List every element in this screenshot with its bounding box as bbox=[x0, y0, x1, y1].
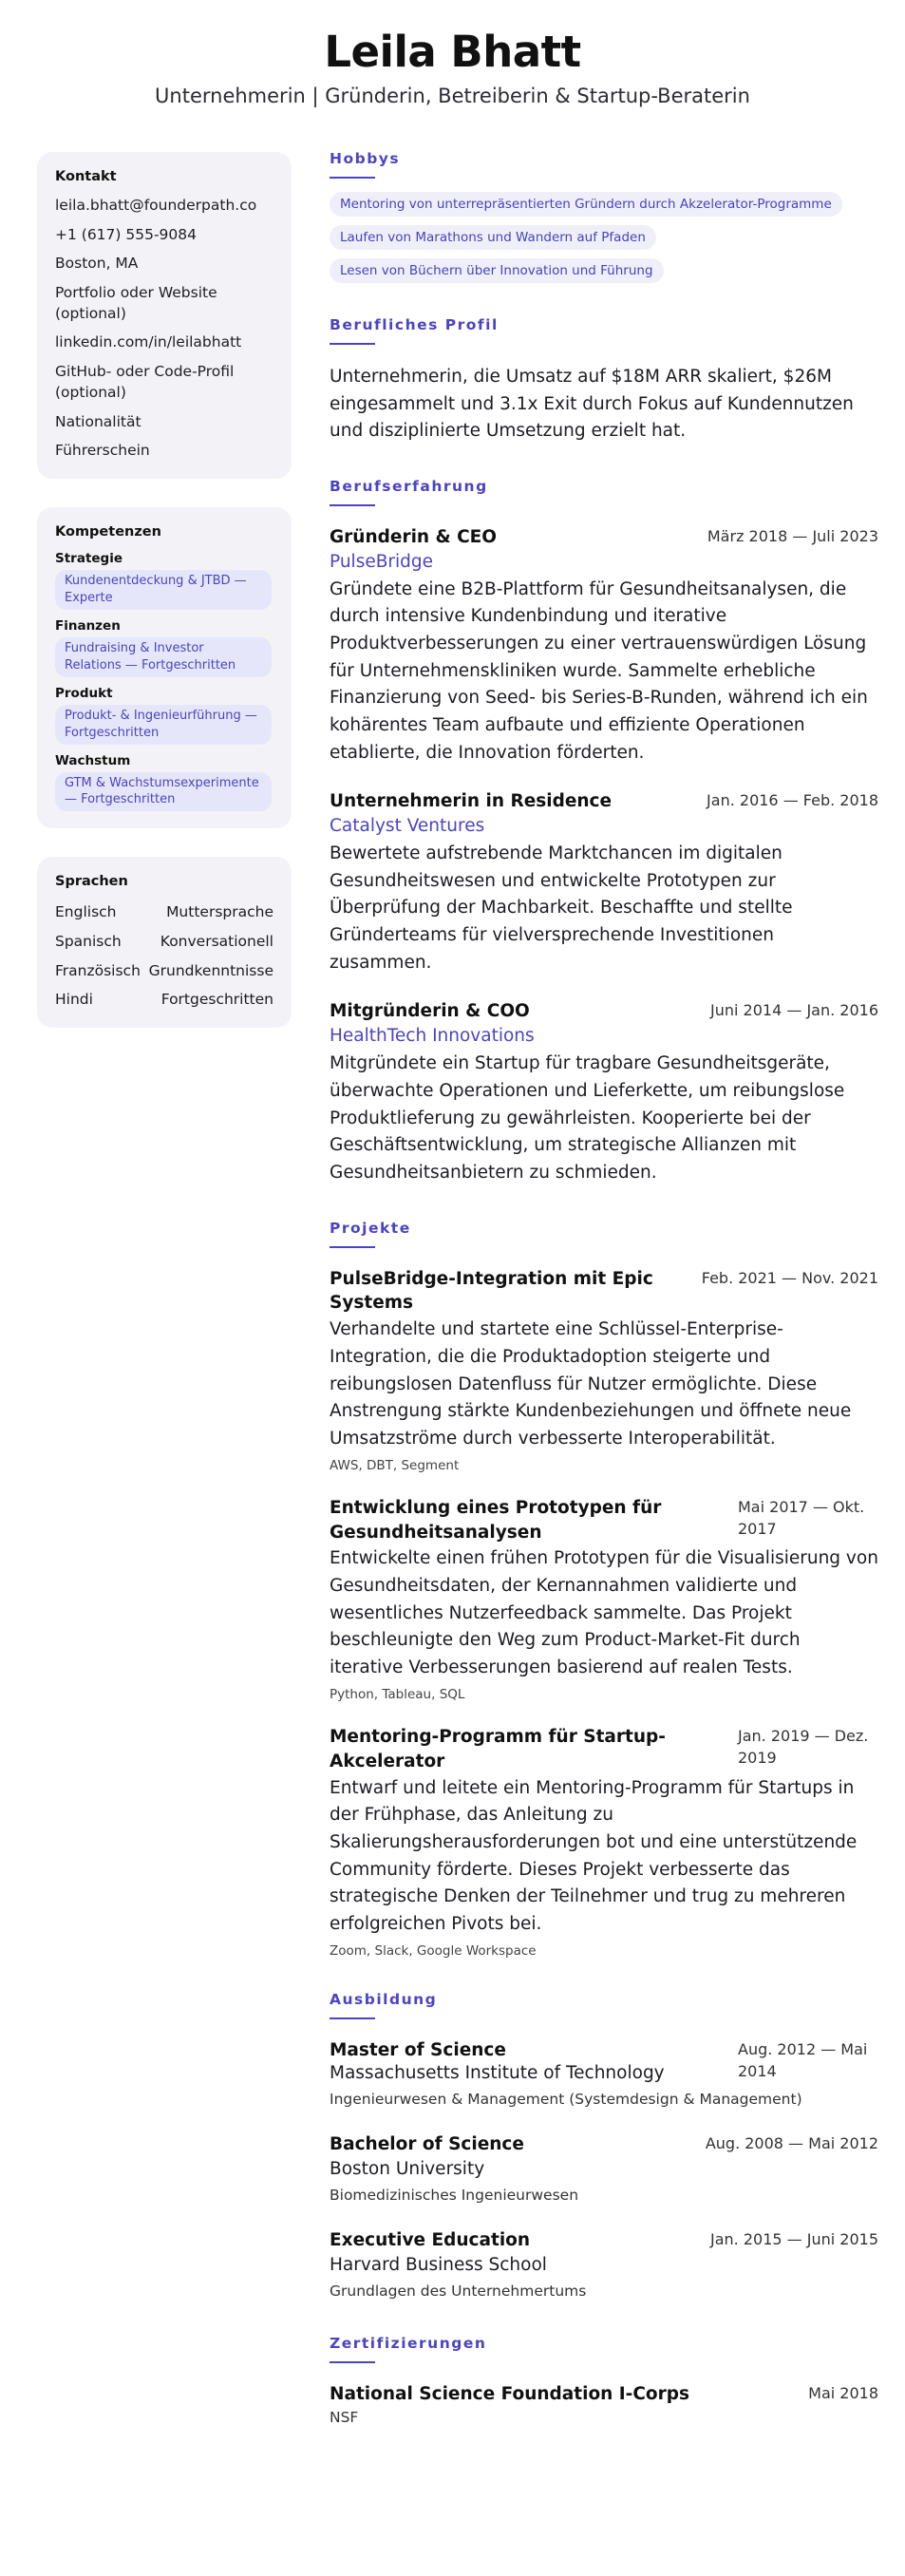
experience-entry bbox=[330, 525, 878, 767]
section-title: Berufserfahrung bbox=[330, 478, 488, 496]
experience-entry bbox=[330, 999, 878, 1186]
section-title: Projekte bbox=[330, 1219, 411, 1237]
job-dates: Jan. 2016 — Feb. 2018 bbox=[707, 791, 878, 810]
skill-group bbox=[55, 551, 273, 610]
project-tech: AWS, DBT, Segment bbox=[330, 1457, 460, 1473]
contact-card bbox=[37, 152, 292, 479]
project-description: Entwarf und leitete ein Mentoring-Programm für Startups in der Frühphase, das Anleitung zu Skalierungsherausforderungen bot und eine unterstützende Community förderte. Dieses Projekt verbesserte das strategische Denken der Teilnehmer und trug zu mehreren erfolgreichen Pivots bei. bbox=[330, 1777, 858, 1934]
project-name: PulseBridge-Integration mit Epic Systems bbox=[330, 1268, 653, 1314]
company-name: Catalyst Ventures bbox=[330, 816, 485, 837]
certification-date: Mai 2018 bbox=[808, 2383, 878, 2402]
section-divider bbox=[330, 343, 375, 345]
contact-title: Kontakt bbox=[55, 169, 117, 184]
language-row bbox=[55, 990, 273, 1011]
school-name: Harvard Business School bbox=[330, 2255, 547, 2276]
projects-section bbox=[330, 1220, 878, 1959]
job-description: Bewertete aufstrebende Marktchancen im digitalen Gesundheitswesen und entwickelte Prototypen zur Überprüfung der Machbarkeit. Beschaffte und stellte Gründerteams für vielversprechende Investitionen zusammen. bbox=[330, 843, 793, 973]
project-tech: Zoom, Slack, Google Workspace bbox=[330, 1942, 537, 1959]
field-of-study: Grundlagen des Unternehmertums bbox=[330, 2282, 587, 2301]
language-row bbox=[55, 932, 273, 953]
profile-text: Unternehmerin, die Umsatz auf $18M ARR skaliert, $26M eingesammelt und 3.1x Exit durch Fokus auf Kundennutzen und disziplinierte Umsetzung erzielt hat. bbox=[330, 367, 854, 442]
degree-name: Executive Education bbox=[330, 2230, 531, 2251]
hobbies-section bbox=[330, 150, 878, 292]
contact-location: Boston, MA bbox=[55, 255, 139, 273]
project-entry bbox=[330, 1267, 878, 1473]
field-of-study: Biomedizinisches Ingenieurwesen bbox=[330, 2187, 579, 2204]
job-title: Unternehmerin in Residence bbox=[330, 791, 613, 812]
education-entry bbox=[330, 2228, 878, 2301]
job-dates: März 2018 — Juli 2023 bbox=[707, 527, 878, 546]
hobby-pill: Mentoring von unterrepräsentierten Gründern durch Akzelerator-Programme bbox=[330, 192, 842, 217]
project-description: Entwickelte einen frühen Prototypen für die Visualisierung von Gesundheitsdaten, der Kernannahmen validierte und wesentliches Nutzerfeedback sammelte. Das Projekt beschleunigte den Weg zum Product-Market-Fit durch iterative Verbesserungen basierend auf realen Tests. bbox=[330, 1548, 878, 1678]
language-name: Hindi bbox=[55, 991, 93, 1009]
job-title: Mitgründerin & COO bbox=[330, 1001, 530, 1022]
profile-section bbox=[330, 316, 878, 445]
contact-portfolio: Portfolio oder Website (optional) bbox=[55, 284, 217, 322]
contact-email: leila.bhatt@founderpath.co bbox=[55, 197, 257, 214]
job-description: Mitgründete ein Startup für tragbare Gesundheitsgeräte, überwachte Operationen und Lieferkette, um reibungslose Produktlieferung zu gewährleisten. Kooperierte bei der Geschäftsentwicklung, um strategische Allianzen mit Gesundheitsanbietern zu schmieden. bbox=[330, 1053, 845, 1183]
education-entry bbox=[330, 2038, 878, 2111]
language-level: Konversationell bbox=[160, 933, 273, 951]
language-row bbox=[55, 902, 273, 923]
section-title: Ausbildung bbox=[330, 1990, 438, 2008]
main-column bbox=[330, 150, 878, 2428]
company-name: HealthTech Innovations bbox=[330, 1026, 535, 1047]
project-dates: Mai 2017 — Okt. 2017 bbox=[738, 1497, 865, 1538]
contact-github: GitHub- oder Code-Profil (optional) bbox=[55, 363, 235, 401]
section-title: Hobbys bbox=[330, 150, 401, 167]
school-name: Massachusetts Institute of Technology bbox=[330, 2063, 665, 2084]
skill-group bbox=[55, 686, 273, 745]
language-level: Fortgeschritten bbox=[160, 991, 273, 1009]
candidate-name: Leila Bhatt bbox=[324, 27, 581, 77]
skill-group bbox=[55, 753, 273, 812]
hobby-pill: Laufen von Marathons und Wandern auf Pfaden bbox=[330, 225, 656, 250]
degree-name: Master of Science bbox=[330, 2039, 506, 2060]
skill-group bbox=[55, 618, 273, 677]
degree-name: Bachelor of Science bbox=[330, 2134, 524, 2155]
language-name: Englisch bbox=[55, 903, 117, 921]
experience-section bbox=[330, 478, 878, 1187]
languages-title: Sprachen bbox=[55, 874, 128, 890]
skill-category: Wachstum bbox=[55, 752, 131, 768]
skills-title: Kompetenzen bbox=[55, 523, 161, 540]
sidebar bbox=[37, 152, 292, 1056]
education-dates: Aug. 2008 — Mai 2012 bbox=[705, 2134, 878, 2153]
job-description: Gründete eine B2B-Plattform für Gesundheitsanalysen, die durch intensive Kundenbindung und iterative Produktverbesserungen zu einer vertrauenswürdigen Lösung für Unternehmenskliniken wurde. Sammelte erhebliche Finanzierung von Seed- bis Series-B-Runden, während ich ein kohärentes Team aufbaute und effiziente Operationen etablierte, die Innovation förderten. bbox=[330, 578, 868, 763]
project-name: Entwicklung eines Prototypen für Gesundheitsanalysen bbox=[330, 1497, 662, 1543]
skill-category: Produkt bbox=[55, 685, 113, 701]
certifications-section bbox=[330, 2335, 878, 2428]
skills-card bbox=[37, 507, 292, 829]
language-name: Französisch bbox=[55, 961, 141, 979]
skill-pill: Produkt- & Ingenieurführung — Fortgeschritten bbox=[55, 705, 272, 745]
skill-pill: Kundenentdeckung & JTBD — Experte bbox=[55, 570, 272, 610]
certification-entry bbox=[330, 2382, 878, 2428]
language-name: Spanisch bbox=[55, 933, 122, 951]
section-title: Zertifizierungen bbox=[330, 2334, 487, 2352]
language-level: Grundkenntnisse bbox=[148, 961, 273, 979]
section-title: Berufliches Profil bbox=[330, 316, 499, 333]
section-divider bbox=[330, 2361, 375, 2363]
job-dates: Juni 2014 — Jan. 2016 bbox=[710, 1001, 878, 1020]
contact-phone: +1 (617) 555-9084 bbox=[55, 225, 198, 243]
project-dates: Feb. 2021 — Nov. 2021 bbox=[701, 1268, 878, 1287]
education-entry bbox=[330, 2132, 878, 2206]
project-description: Verhandelte und startete eine Schlüssel-Enterprise-Integration, die die Produktadoption steigerte und reibungslosen Datenfluss für Nutzer ermöglichte. Diese Anstrengung stärkte Kundenbeziehungen und öffnete neue Umsatzströme durch verbesserte Interoperabilität. bbox=[330, 1319, 852, 1449]
section-divider bbox=[330, 504, 375, 506]
project-dates: Jan. 2019 — Dez. 2019 bbox=[738, 1726, 869, 1768]
certification-issuer: NSF bbox=[330, 2408, 359, 2426]
education-dates: Aug. 2012 — Mai 2014 bbox=[738, 2039, 868, 2080]
section-divider bbox=[330, 2017, 375, 2019]
contact-linkedin: linkedin.com/in/leilabhatt bbox=[55, 333, 242, 351]
project-entry bbox=[330, 1725, 878, 1959]
section-divider bbox=[330, 1246, 375, 1248]
contact-license: Führerschein bbox=[55, 442, 150, 460]
experience-entry bbox=[330, 789, 878, 976]
candidate-tagline: Unternehmerin | Gründerin, Betreiberin & Startup-Beraterin bbox=[155, 85, 750, 107]
job-title: Gründerin & CEO bbox=[330, 527, 498, 548]
education-section bbox=[330, 1991, 878, 2302]
education-dates: Jan. 2015 — Juni 2015 bbox=[710, 2230, 878, 2249]
section-divider bbox=[330, 177, 375, 179]
skill-category: Strategie bbox=[55, 550, 123, 566]
resume-header bbox=[0, 27, 905, 109]
contact-nationality: Nationalität bbox=[55, 412, 141, 430]
skill-pill: Fundraising & Investor Relations — Fortgeschritten bbox=[55, 637, 272, 677]
language-row bbox=[55, 961, 273, 982]
project-tech: Python, Tableau, SQL bbox=[330, 1686, 465, 1702]
project-name: Mentoring-Programm für Startup-Akcelerator bbox=[330, 1726, 666, 1771]
skill-category: Finanzen bbox=[55, 617, 121, 634]
hobby-pill: Lesen von Büchern über Innovation und Führung bbox=[330, 258, 664, 283]
field-of-study: Ingenieurwesen & Management (Systemdesign & Management) bbox=[330, 2090, 802, 2108]
language-level: Muttersprache bbox=[166, 903, 273, 921]
company-name: PulseBridge bbox=[330, 551, 434, 572]
certification-name: National Science Foundation I-Corps bbox=[330, 2383, 689, 2404]
skill-pill: GTM & Wachstumsexperimente — Fortgeschritten bbox=[55, 772, 272, 812]
school-name: Boston University bbox=[330, 2159, 485, 2180]
project-entry bbox=[330, 1496, 878, 1702]
languages-card bbox=[37, 857, 292, 1028]
